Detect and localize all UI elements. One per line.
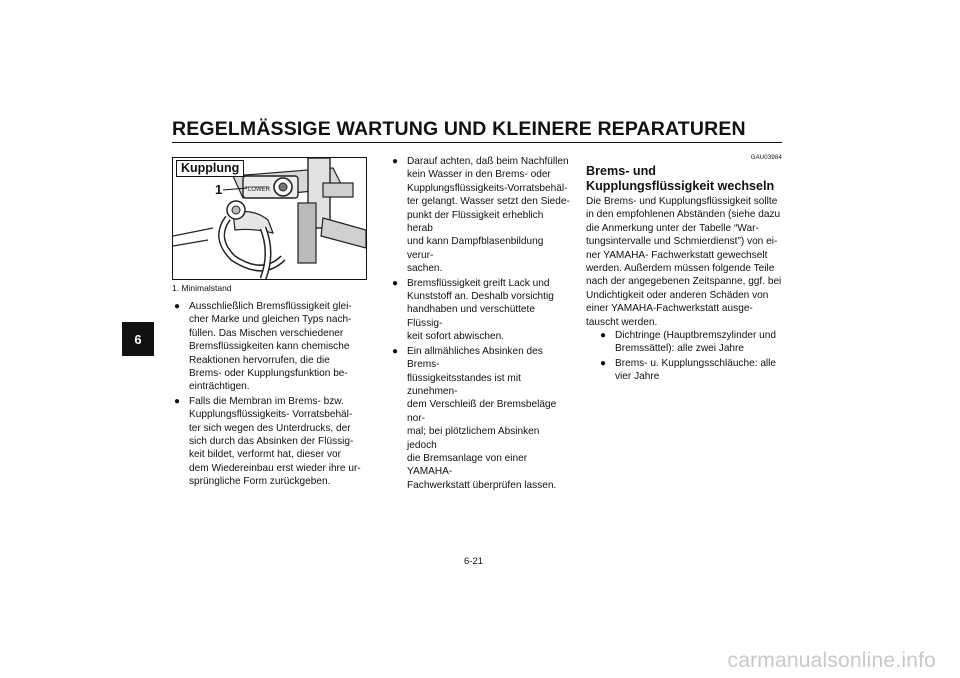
list-item bbox=[598, 357, 782, 384]
list-item bbox=[172, 395, 368, 489]
figure-caption: 1. Minimalstand bbox=[172, 283, 232, 293]
page-title: REGELMÄSSIGE WARTUNG UND KLEINERE REPARATUREN bbox=[172, 118, 746, 140]
bullet-text: Ausschließlich Bremsflüssigkeit glei- cher Marke und gleichen Typs nach- füllen. Das Mischen verschiedener Bremsflüssigkeiten kann chemische Reaktionen hervorrufen, die die Brems- oder Kupplungsfunktion be- einträchtigen. bbox=[189, 301, 352, 393]
list-item bbox=[598, 329, 782, 356]
figure-tag: Kupplung bbox=[176, 160, 244, 177]
bullet-text: Dichtringe (Hauptbremszylinder und Bremssättel): alle zwei Jahre bbox=[615, 330, 777, 355]
chapter-tab: 6 bbox=[122, 322, 154, 356]
page-number: 6-21 bbox=[464, 556, 484, 567]
bullet-icon: ● bbox=[174, 395, 181, 407]
bullet-icon: ● bbox=[392, 345, 399, 357]
bullet-icon: ● bbox=[600, 330, 607, 342]
list-item bbox=[390, 155, 570, 276]
bullet-text: Brems- u. Kupplungsschläuche: alle vier Jahre bbox=[615, 357, 777, 383]
reference-code: GAU03984 bbox=[750, 155, 782, 161]
section-subtitle: Brems- und Kupplungsflüssigkeit wechseln bbox=[586, 164, 775, 193]
section-paragraph: Die Brems- und Kupplungsflüssigkeit sollte in den empfohlenen Abständen (siehe dazu die Anmerkung unter der Tabelle “War- tungsintervalle und Schmierdienst”) von ei- ner YAMAHA- Fachwerkstatt gewechselt werden. Außerdem müssen folgende Teile nach der angegebenen Zeitspanne, ggf. bei Undichtigkeit oder anderen Schäden von einer YAMAHA-Fachwerkstatt ausge- tauscht werden. bbox=[586, 196, 782, 328]
title-divider bbox=[172, 142, 782, 143]
bullet-text: Darauf achten, daß beim Nachfüllen kein Wasser in den Brems- oder Kupplungsflüssigkeits-Vorratsbehäl- ter gelangt. Wasser setzt den Siede- punkt der Flüssigkeit erheblich herab und kann Dampfblasenbildung verur- sachen. bbox=[407, 156, 570, 275]
list-item bbox=[390, 345, 570, 492]
column-2 bbox=[390, 155, 570, 493]
watermark: carmanualsonline.info bbox=[727, 649, 936, 672]
list-item bbox=[172, 300, 368, 394]
bullet-text: Falls die Membran im Brems- bzw. Kupplungsflüssigkeits- Vorratsbehäl- ter sich wegen des Unterdrucks, der sich durch das Absinken der Flüssig- keit bildet, verformt hat, dieser vor dem Wiedereinbau erst wieder ihre ur- sprüngliche Form zurückgeben. bbox=[189, 395, 361, 488]
clutch-reservoir-figure bbox=[172, 157, 367, 280]
list-item bbox=[390, 277, 570, 344]
reservoir-lower-mark: LOWER bbox=[248, 187, 271, 193]
bullet-icon: ● bbox=[174, 301, 181, 312]
bullet-icon: ● bbox=[392, 277, 399, 289]
bullet-icon: ● bbox=[392, 156, 399, 167]
bullet-icon: ● bbox=[600, 357, 607, 369]
column-3 bbox=[586, 155, 782, 385]
callout-number: 1 bbox=[215, 182, 223, 197]
bullet-text: Bremsflüssigkeit greift Lack und Kunststoff an. Deshalb vorsichtig handhaben und verschüttete Flüssig- keit sofort abwischen. bbox=[407, 277, 554, 343]
bullet-text: Ein allmähliches Absinken des Brems- flüssigkeitsstandes ist mit zunehmen- dem Verschleiß der Bremsbeläge nor- mal; bei plötzlichem Absinken jedoch die Bremsanlage von einer YAMAHA- Fachwerkstatt überprüfen lassen. bbox=[407, 345, 557, 491]
column-1 bbox=[172, 300, 368, 490]
